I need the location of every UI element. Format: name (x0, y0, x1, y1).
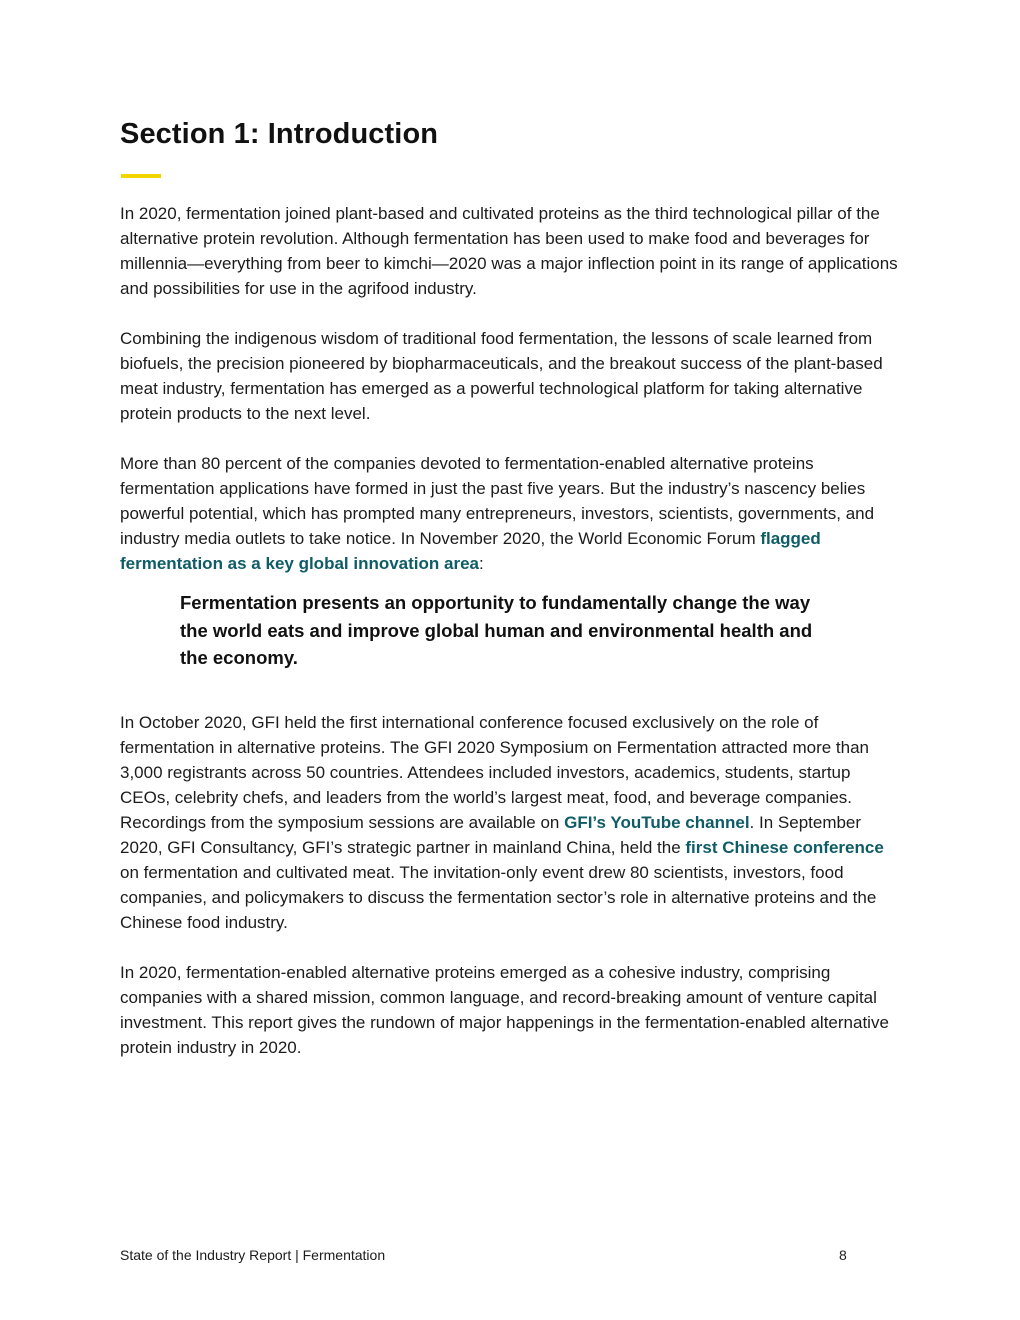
paragraph-symposium-text-1: In October 2020, GFI held the first international conference focused exclusively on the role of fermentation in alternative proteins. The GFI 2020 Symposium on Fermentation attracted more than 3,000 registrants across 50 countries. Attendees included investors, academics, students, startup CEOs, celebrity chefs, and leaders from the world’s largest meat, food, and beverage companies. Recordings from the symposium sessions are available on (120, 712, 870, 832)
paragraph-companies-colon: : (479, 554, 484, 573)
body-text (120, 201, 905, 1085)
first-chinese-conference-link[interactable]: first Chinese conference (685, 837, 884, 857)
paragraph-intro: In 2020, fermentation joined plant-based and cultivated proteins as the third technological pillar of the alternative protein revolution. Although fermentation has been used to make food and beverages for millennia—everything from beer to kimchi—2020 was a major inflection point in its range of applications and possibilities for use in the agrifood industry. (120, 204, 898, 298)
paragraph-cohesive-industry: In 2020, fermentation-enabled alternative proteins emerged as a cohesive industry, comprising companies with a shared mission, common language, and record-breaking amount of venture capital investment. This report gives the rundown of major happenings in the fermentation-enabled alternative protein industry in 2020. (120, 962, 889, 1057)
paragraph-symposium-text-2: . In September 2020, GFI Consultancy, GFI’s strategic partner in mainland China, held the (120, 812, 862, 857)
footer-report-title: State of the Industry Report | Fermentation (120, 1247, 386, 1263)
pull-quote: Fermentation presents an opportunity to fundamentally change the way the world eats and improve global human and environmental health and the economy. (180, 592, 813, 668)
title-accent-rule (121, 174, 161, 178)
paragraph-symposium (120, 710, 905, 935)
paragraph-companies-text: More than 80 percent of the companies devoted to fermentation-enabled alternative proteins fermentation applications have formed in just the past five years. But the industry’s nascency belies powerful potential, which has prompted many entrepreneurs, investors, scientists, governments, and industry media outlets to take notice. In November 2020, the World Economic Forum (120, 454, 875, 548)
wef-flagged-fermentation-link[interactable]: flagged fermentation as a key global innovation area (120, 529, 821, 573)
paragraph-symposium-text-3: on fermentation and cultivated meat. The invitation-only event drew 80 scientists, investors, food companies, and policymakers to discuss the fermentation sector’s role in alternative proteins and the Chinese food industry. (120, 862, 877, 932)
footer-page-number: 8 (839, 1247, 847, 1263)
section-title: Section 1: Introduction (120, 118, 439, 150)
paragraph-combining: Combining the indigenous wisdom of traditional food fermentation, the lessons of scale learned from biofuels, the precision pioneered by biopharmaceuticals, and the breakout success of the plant-based meat industry, fermentation has emerged as a powerful technological platform for taking alternative protein products to the next level. (120, 329, 883, 423)
paragraph-companies (120, 451, 905, 576)
gfi-youtube-channel-link[interactable]: GFI’s YouTube channel (564, 812, 750, 832)
